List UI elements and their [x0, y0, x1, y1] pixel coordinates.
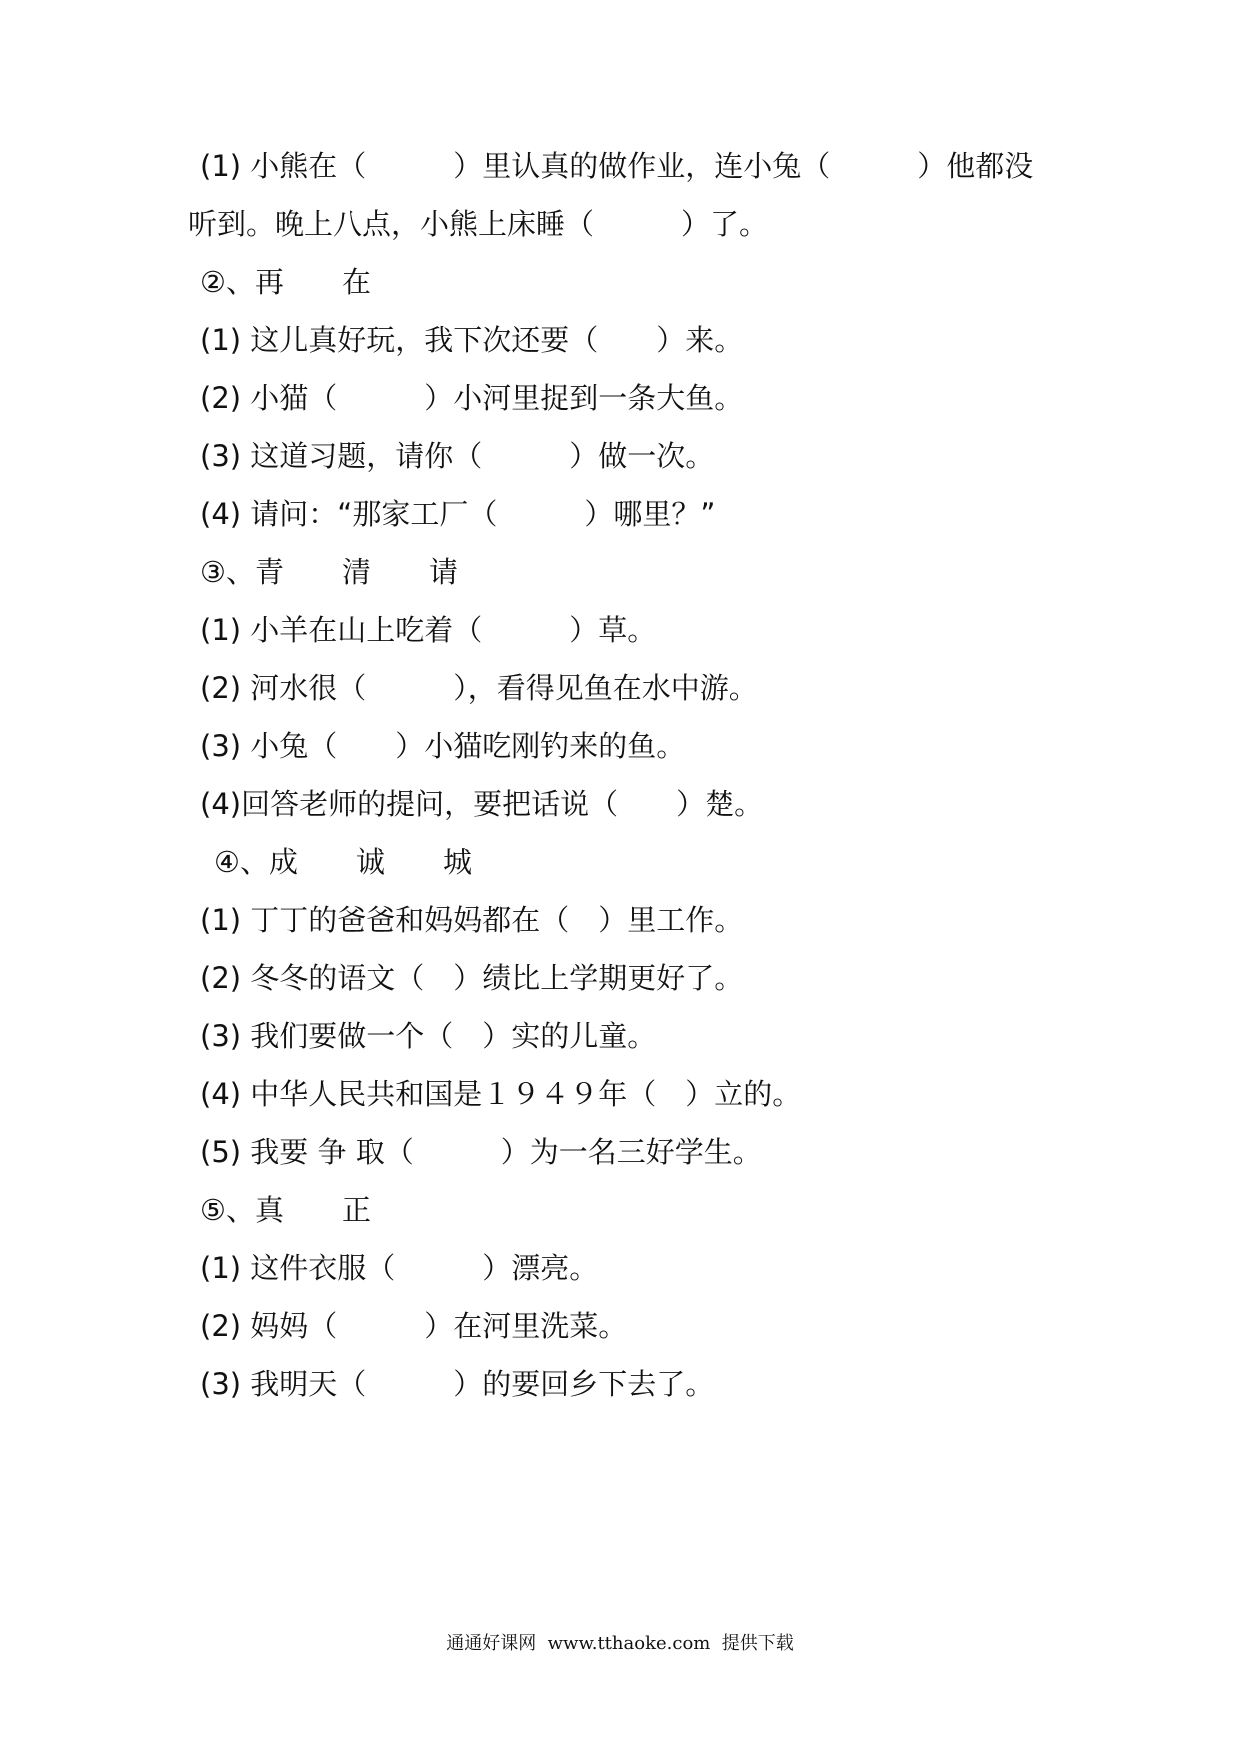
- exercise-line: (3) 小兔（ ）小猫吃刚钓来的鱼。: [200, 729, 686, 763]
- exercise-line: 听到。晚上八点，小熊上床睡（ ）了。: [188, 207, 769, 241]
- page-footer: 通通好课网 www.tthaoke.com 提供下载: [446, 1633, 794, 1654]
- section-heading: ②、再 在: [200, 265, 371, 299]
- exercise-line: (4)回答老师的提问，要把话说（ ）楚。: [200, 787, 764, 821]
- exercise-line: (2) 河水很（ ），看得见鱼在水中游。: [200, 671, 758, 705]
- section-heading: ③、青 清 请: [200, 555, 458, 589]
- exercise-line: (5) 我要 争 取（ ）为一名三好学生。: [200, 1135, 762, 1169]
- exercise-line: (2) 冬冬的语文（ ）绩比上学期更好了。: [200, 961, 744, 995]
- exercise-line: (2) 妈妈（ ）在河里洗菜。: [200, 1309, 628, 1343]
- exercise-line: (3) 我明天（ ）的要回乡下去了。: [200, 1367, 715, 1401]
- exercise-line: (1) 这儿真好玩，我下次还要（ ）来。: [200, 323, 744, 357]
- exercise-line: (3) 我们要做一个（ ）实的儿童。: [200, 1019, 657, 1053]
- exercise-line: (3) 这道习题，请你（ ）做一次。: [200, 439, 715, 473]
- exercise-line: (4) 请问：“那家工厂（ ）哪里？”: [200, 497, 716, 531]
- exercise-line: (1) 小羊在山上吃着（ ）草。: [200, 613, 657, 647]
- exercise-line: (1) 丁丁的爸爸和妈妈都在（ ）里工作。: [200, 903, 744, 937]
- exercise-line: (1) 这件衣服（ ）漂亮。: [200, 1251, 599, 1285]
- exercise-line: (2) 小猫（ ）小河里捉到一条大鱼。: [200, 381, 744, 415]
- exercise-line: (4) 中华人民共和国是１９４９年（ ）立的。: [200, 1077, 802, 1111]
- exercise-line: (1) 小熊在（ ）里认真的做作业，连小兔（ ）他都没: [200, 149, 1034, 183]
- section-heading: ④、成 诚 城: [214, 845, 472, 879]
- section-heading: ⑤、真 正: [200, 1193, 371, 1227]
